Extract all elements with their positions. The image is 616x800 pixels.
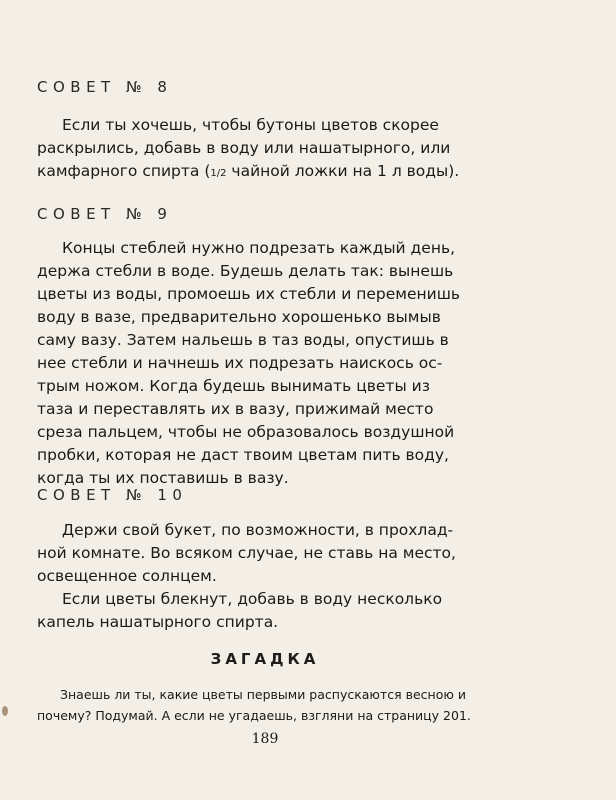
text-line: саму вазу. Затем нальешь в таз воды, опустишь в bbox=[37, 331, 449, 349]
tip-8-text bbox=[37, 114, 460, 185]
text-line: держа стебли в воде. Будешь делать так: вынешь bbox=[37, 262, 454, 280]
text-line: раскрылись, добавь в воду или нашатырного, или bbox=[37, 139, 451, 157]
text-line: Держи свой букет, по возможности, в прохлад- bbox=[62, 521, 454, 539]
text-line: ной комнате. Во всяком случае, не ставь на место, bbox=[37, 544, 456, 562]
text-line: нее стебли и начнешь их подрезать наискось ос- bbox=[37, 354, 443, 372]
text-fragment: чайной ложки на 1 л воды). bbox=[226, 162, 460, 180]
text-line: Если ты хочешь, чтобы бутоны цветов скорее bbox=[62, 116, 439, 134]
paper-stain bbox=[2, 706, 8, 716]
text-line: воду в вазе, предварительно хорошенько вымыв bbox=[37, 308, 441, 326]
text-line: освещенное солнцем. bbox=[37, 567, 217, 585]
riddle-title: ЗАГАДКА bbox=[210, 650, 320, 668]
tip-10-heading: СОВЕТ № 10 bbox=[37, 486, 188, 504]
tip-9-heading: СОВЕТ № 9 bbox=[37, 205, 173, 223]
text-line: таза и переставлять их в вазу, прижимай место bbox=[37, 400, 434, 418]
tip-9-text bbox=[37, 237, 461, 490]
text-line: когда ты их поставишь в вазу. bbox=[37, 469, 289, 487]
tip-8-heading: СОВЕТ № 8 bbox=[37, 78, 173, 96]
tip-10-text bbox=[37, 519, 457, 634]
text-line: капель нашатырного спирта. bbox=[37, 613, 279, 631]
riddle-text bbox=[37, 684, 500, 726]
text-line: Знаешь ли ты, какие цветы первыми распускаются весною и bbox=[60, 687, 466, 702]
text-line: цветы из воды, промоешь их стебли и переменишь bbox=[37, 285, 461, 303]
text-line: трым ножом. Когда будешь вынимать цветы из bbox=[37, 377, 430, 395]
text-line: почему? Подумай. А если не угадаешь, взгляни на страницу 201. bbox=[37, 708, 471, 723]
page-number: 189 bbox=[251, 731, 279, 747]
text-line: среза пальцем, чтобы не образовалось воздушной bbox=[37, 423, 455, 441]
fraction: 1/2 bbox=[210, 168, 227, 179]
text-line: Концы стеблей нужно подрезать каждый день, bbox=[62, 239, 456, 257]
text-line: Если цветы блекнут, добавь в воду несколько bbox=[62, 590, 443, 608]
text-fragment: камфарного спирта ( bbox=[37, 162, 211, 180]
text-line bbox=[37, 160, 460, 185]
text-line: пробки, которая не даст твоим цветам пить воду, bbox=[37, 446, 449, 464]
